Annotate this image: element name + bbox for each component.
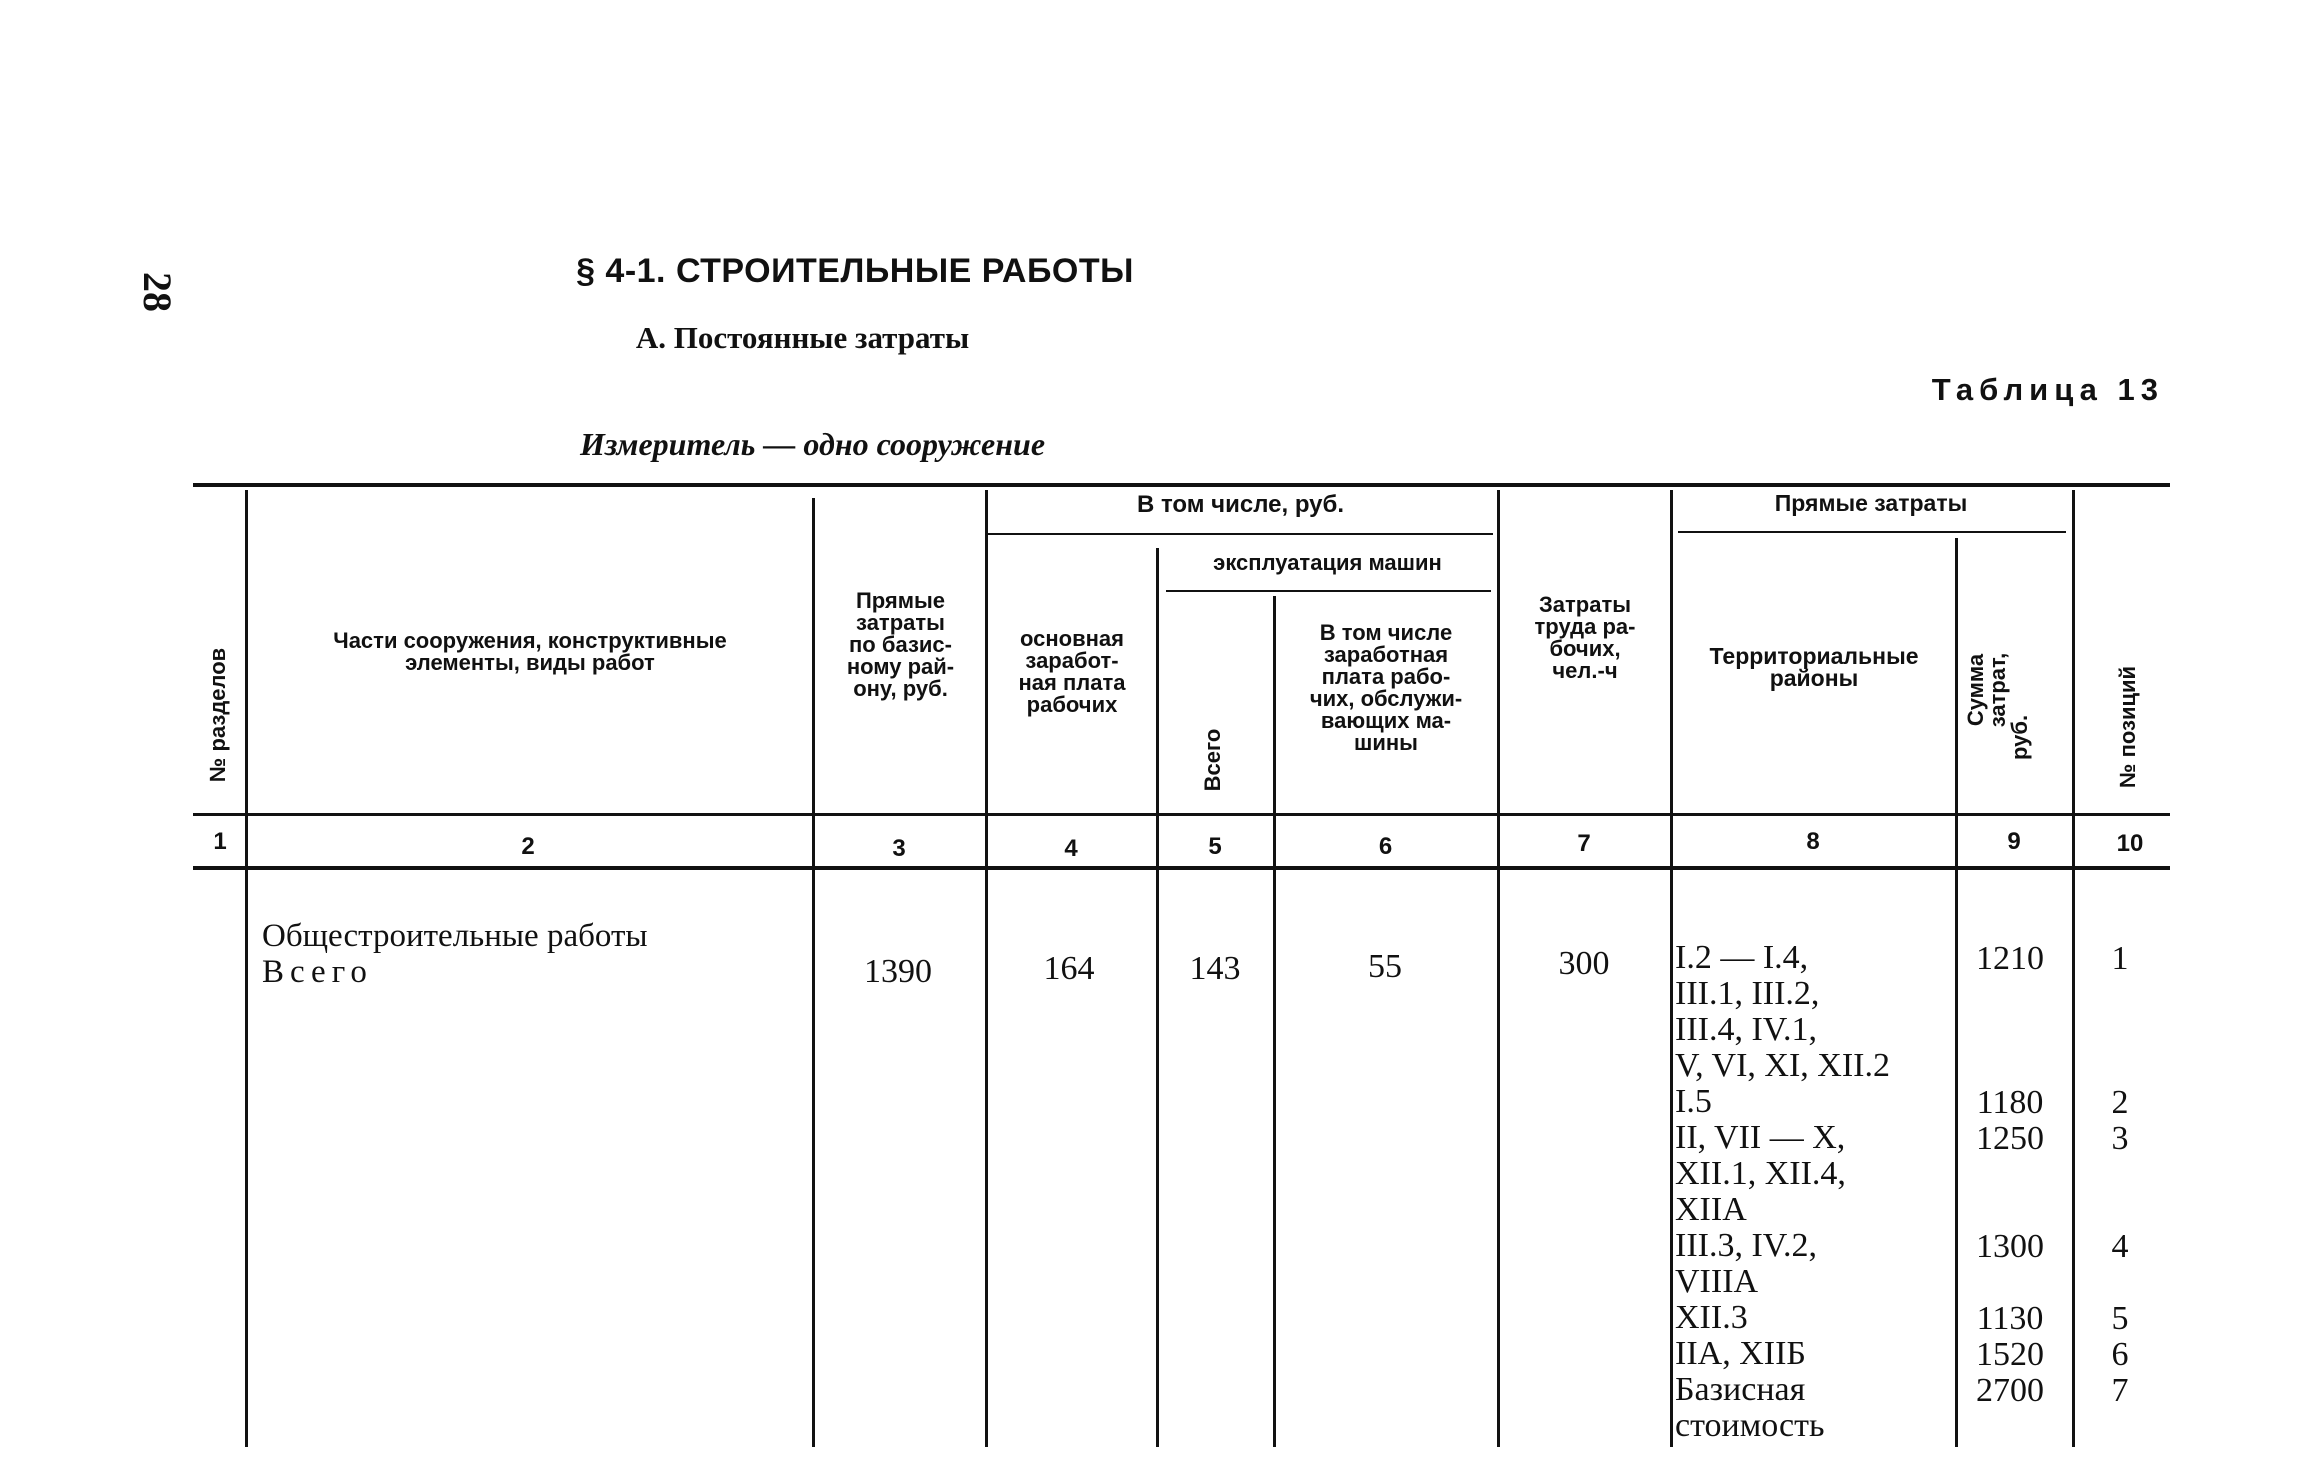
header-line: Прямые [855,588,946,613]
header-line: ному рай- [846,654,955,679]
table-top-rule [193,483,2170,487]
header-line: В том числе [1319,620,1453,645]
col-number: 9 [2007,828,2021,855]
region-line: V, VI, XI, XII.2 [1675,1047,1891,1084]
header-line: затраты [856,610,945,635]
region-sum: 1520 [1976,1336,2044,1373]
header-machines-wage [1277,622,1495,754]
region-line: XIIA [1675,1191,1747,1228]
region-entry [1675,1372,1825,1444]
subtitle: А. Постоянные затраты [635,320,970,355]
header-line: по базис- [849,632,952,657]
header-labor [1502,594,1668,682]
cell-labor: 300 [1558,945,1610,982]
col-number: 3 [892,835,906,862]
region-entry [1675,1228,1817,1300]
col-divider [812,498,815,1447]
region-position: 2 [2111,1084,2129,1121]
region-line: VIIIA [1675,1263,1759,1300]
header-parts [255,630,805,674]
section-title: § 4-1. СТРОИТЕЛЬНЫЕ РАБОТЫ [576,252,1134,290]
header-bottom-rule [193,813,2170,816]
header-line: Сумма затрат, [1963,652,2010,728]
region-line: I.5 [1675,1083,1712,1120]
col-number: 4 [1064,835,1078,862]
header-direct-costs [818,590,983,700]
header-line: вающих ма- [1320,708,1452,733]
col-divider [2072,490,2075,1447]
col-divider [1273,596,1276,1447]
region-line: стоимость [1675,1407,1825,1444]
header-parts-line: Части сооружения, конструктивные [333,628,727,653]
region-sum: 1210 [1976,940,2044,977]
header-line: заработная [1323,642,1449,667]
region-position: 7 [2111,1372,2129,1409]
region-entry [1675,1336,1806,1372]
col-divider [1670,490,1673,1447]
header-line: шины [1354,730,1418,755]
region-position: 1 [2111,940,2129,977]
region-line: III.3, IV.2, [1675,1227,1817,1264]
header-line: основная [1020,626,1124,651]
col-number: 6 [1378,833,1393,860]
header-line: ная плата [1018,670,1126,695]
header-line: плата рабо- [1321,664,1451,689]
region-entry [1675,1120,1846,1228]
col-number: 8 [1806,828,1820,855]
col-divider [1955,538,1958,1447]
col-number: 10 [2116,830,2144,857]
row-name-line: Общестроительные работы [262,918,648,954]
table-label: Таблица 13 [1931,372,2164,407]
cell-machines-wage: 55 [1368,948,1402,985]
cell-machines-total: 143 [1189,950,1241,987]
group-machines-rule [1166,590,1491,592]
header-group-machines: эксплуатация машин [1213,550,1442,575]
region-line: III.4, IV.1, [1675,1011,1817,1048]
header-regions [1675,645,1953,689]
region-position: 5 [2111,1300,2129,1337]
region-line: XII.1, XII.4, [1675,1155,1846,1192]
header-group-direct: Прямые затраты [1774,490,1968,516]
header-section-no: № разделов [205,647,230,783]
col-divider [1156,548,1159,1447]
region-sum: 1130 [1976,1300,2044,1337]
header-parts-line: элементы, виды работ [405,650,655,675]
header-line: Территориальные [1709,643,1919,669]
region-entry [1675,1300,1748,1336]
region-line: Базисная [1675,1371,1806,1408]
header-line: руб. [2007,714,2032,760]
col-number: 5 [1208,833,1222,860]
group-direct-rule [1678,531,2066,533]
row-name-total: Всего [262,954,373,990]
header-sum [1965,620,2065,760]
header-base-wage [990,628,1154,716]
column-numbers-rule [193,866,2170,870]
group-incl-rule [988,533,1493,535]
header-line: районы [1769,665,1859,691]
region-line: IIA, XIIБ [1675,1335,1806,1372]
header-line: заработ- [1025,648,1119,673]
header-line: ону, руб. [853,676,948,701]
col-number: 7 [1577,830,1591,857]
col-divider [985,490,988,1447]
region-sum: 1300 [1976,1228,2044,1265]
row-name [262,918,648,990]
region-position: 4 [2111,1228,2129,1265]
region-line: II, VII — X, [1675,1119,1846,1156]
region-sum: 1180 [1976,1084,2044,1121]
region-sum: 2700 [1976,1372,2044,1409]
header-line: рабочих [1026,692,1118,717]
header-line: труда ра- [1534,614,1636,639]
header-machines-total: Всего [1200,728,1225,792]
cell-direct-cost: 1390 [864,953,932,990]
region-position: 6 [2111,1336,2129,1373]
region-line: XII.3 [1675,1299,1748,1336]
col-divider [245,490,248,1447]
region-position: 3 [2111,1120,2129,1157]
header-group-incl: В том числе, руб. [1136,491,1345,518]
page-number: 28 [135,272,180,312]
header-line: чел.-ч [1552,658,1618,683]
cell-base-wage: 164 [1043,950,1095,987]
header-line: Затраты [1538,592,1632,617]
col-divider [1497,490,1500,1447]
header-line: чих, обслужи- [1309,686,1463,711]
col-number: 1 [213,828,227,855]
header-position-no: № позиций [2115,665,2140,789]
region-sum: 1250 [1976,1120,2044,1157]
region-entry [1675,940,1890,1084]
header-line: бочих, [1549,636,1621,661]
region-entry [1675,1084,1712,1120]
measure-unit: Измеритель — одно сооружение [579,426,1046,462]
col-number: 2 [521,833,535,860]
region-line: III.1, III.2, [1675,975,1820,1012]
region-line: I.2 — I.4, [1675,939,1809,976]
